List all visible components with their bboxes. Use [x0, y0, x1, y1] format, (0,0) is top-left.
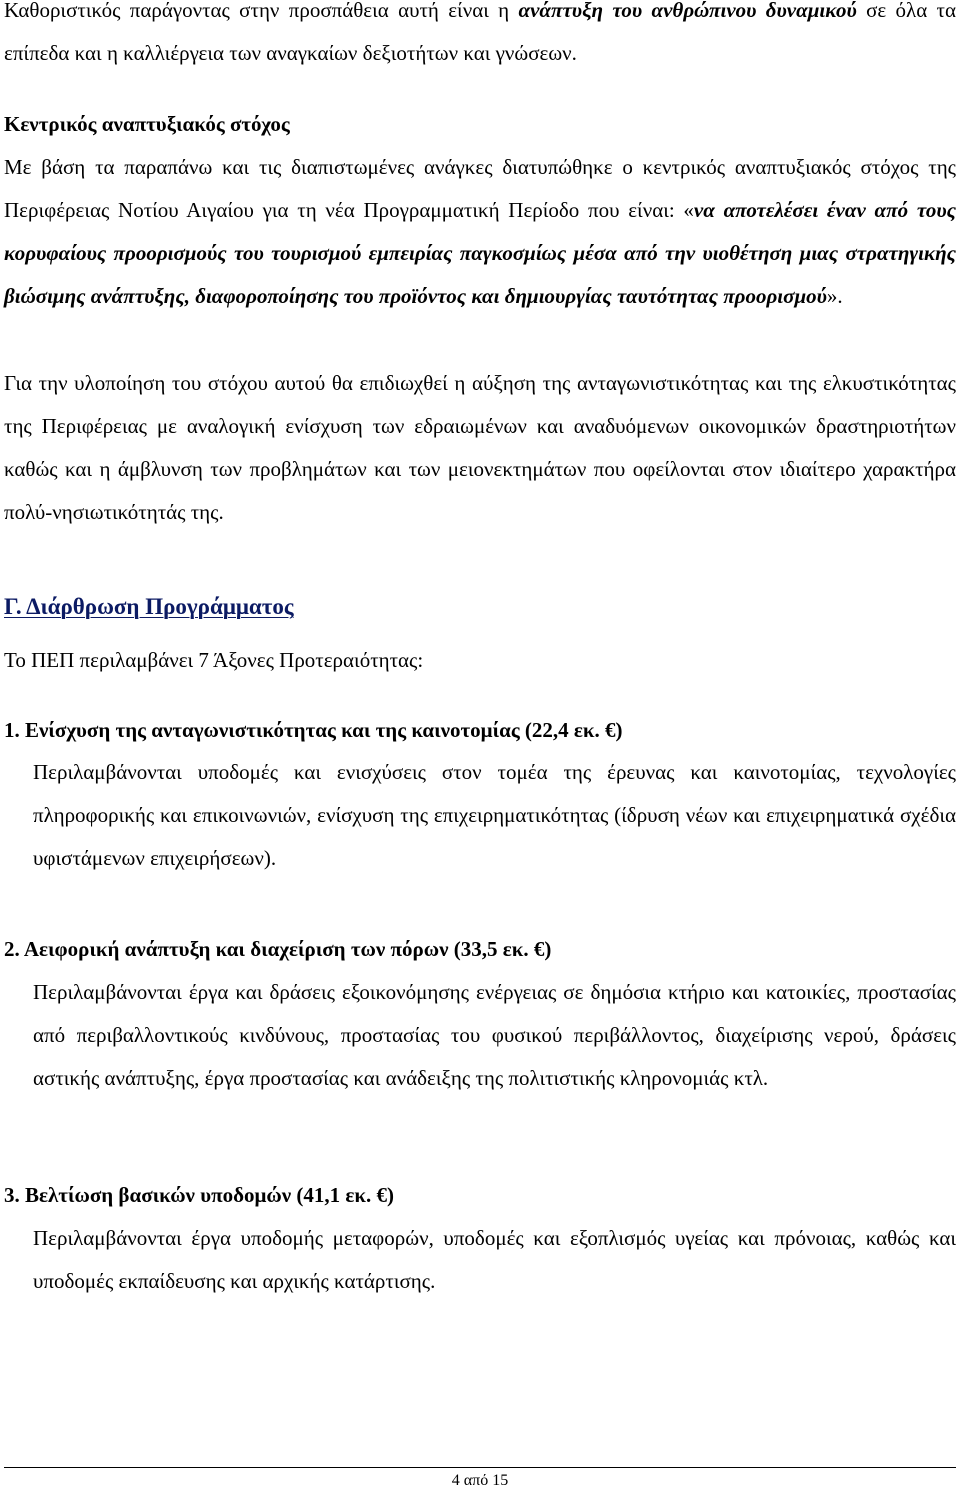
goal-paragraph	[4, 146, 956, 318]
structure-heading: Γ. Διάρθρωση Προγράμματος	[4, 594, 294, 619]
goal-text-start: Με βάση τα παραπάνω και τις διαπιστωμένες ανάγκες διατυπώθηκε ο κεντρικός αναπτυξιακός στόχος της Περιφέρειας Νοτίου Αιγαίου για τη νέα Προγραμματική Περίοδο που είναι: «	[4, 155, 956, 222]
page-number: 4 από 15	[451, 1472, 509, 1489]
intro-paragraph	[4, 0, 956, 75]
implementation-paragraph: Για την υλοποίηση του στόχου αυτού θα επιδιωχθεί η αύξηση της ανταγωνιστικότητας και της ελκυστικότητας της Περιφέρειας με αναλογική ενίσχυση των εδραιωμένων και αναδυόμενων οικονομικών δραστηριοτήτων καθώς και η άμβλυνση των προβλημάτων και των μειονεκτημάτων που οφείλονται στον ιδιαίτερο χαρακτήρα πολύ-νησιωτικότητάς της.	[4, 371, 956, 524]
axis-2-text: Περιλαμβάνονται έργα και δράσεις εξοικονόμησης ενέργειας σε δημόσια κτήριο και κατοικίες, προστασίας από περιβαλλοντικούς κινδύνους, προστασίας του φυσικού περιβάλλοντος, διαχείρισης νερού, δράσεις αστικής ανάπτυξης, έργα προστασίας και ανάδειξης της πολιτιστικής κληρονομιάς κτλ.	[33, 980, 956, 1090]
axis-3-text: Περιλαμβάνονται έργα υποδομής μεταφορών, υποδομές και εξοπλισμός υγείας και πρόνοιας, καθώς και υποδομές εκπαίδευσης και αρχικής κατάρτισης.	[33, 1226, 956, 1293]
footer-rule	[4, 1467, 956, 1468]
axis-3-title: 3. Βελτίωση βασικών υποδομών (41,1 εκ. €)	[4, 1183, 394, 1207]
goal-heading: Κεντρικός αναπτυξιακός στόχος	[4, 112, 290, 136]
axis-2-title: 2. Αειφορική ανάπτυξη και διαχείριση των πόρων (33,5 εκ. €)	[4, 937, 552, 961]
structure-intro: Το ΠΕΠ περιλαμβάνει 7 Άξονες Προτεραιότητας:	[4, 648, 424, 672]
intro-text-end: σε όλα τα επίπεδα και η καλλιέργεια των αναγκαίων δεξιοτήτων και γνώσεων.	[4, 0, 957, 65]
intro-text-start: Καθοριστικός παράγοντας στην προσπάθεια αυτή είναι η	[4, 0, 519, 22]
axis-1-title: 1. Ενίσχυση της ανταγωνιστικότητας και της καινοτομίας (22,4 εκ. €)	[4, 718, 623, 742]
intro-text-bold: ανάπτυξη του ανθρώπινου δυναμικού	[518, 0, 857, 22]
goal-text-bold: να αποτελέσει έναν από τους κορυφαίους προορισμούς του τουρισμού εμπειρίας παγκοσμίως μέσα από την υιοθέτηση μιας στρατηγικής βιώσιμης ανάπτυξης, διαφοροποίησης του προϊόντος και δημιουργίας ταυτότητας προορισμού	[4, 198, 956, 308]
goal-text-end: ».	[826, 284, 843, 308]
axis-1-text: Περιλαμβάνονται υποδομές και ενισχύσεις στον τομέα της έρευνας και καινοτομίας, τεχνολογίες πληροφορικής και επικοινωνιών, ενίσχυση της επιχειρηματικότητας (ίδρυση νέων και επιχειρηματικά σχέδια υφιστάμενων επιχειρήσεων).	[33, 760, 956, 870]
